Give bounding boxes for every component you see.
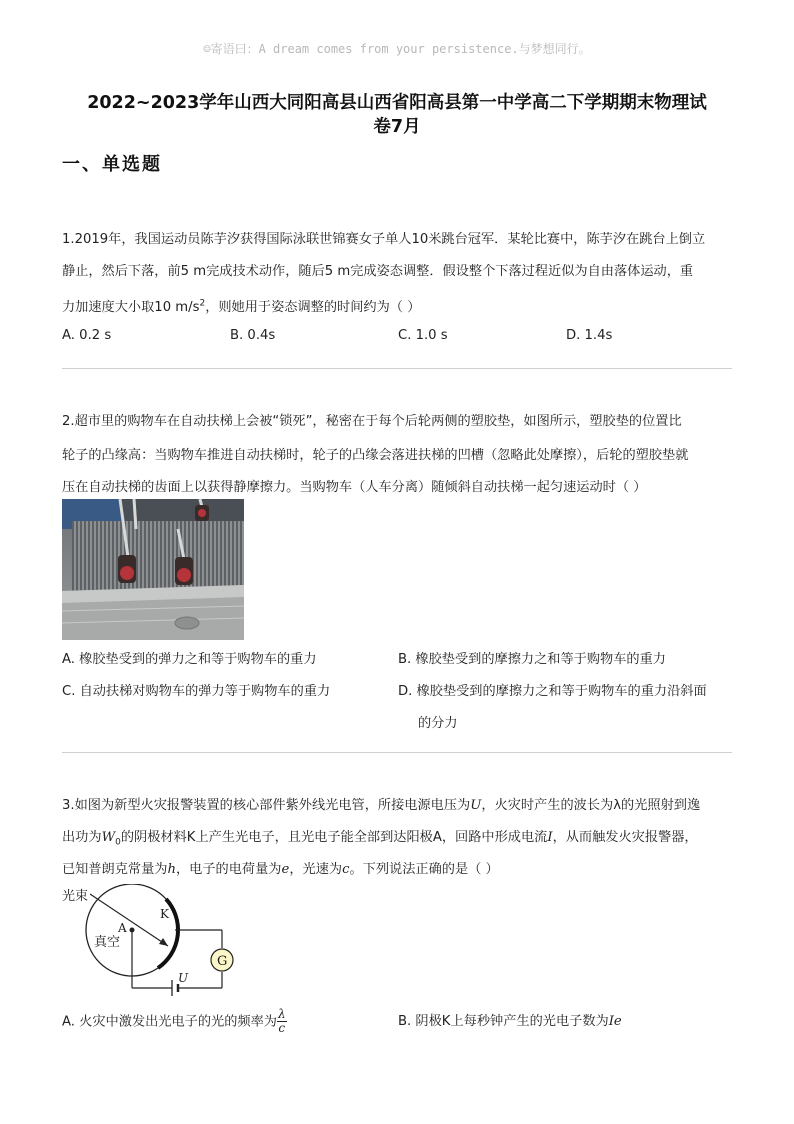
- q1-line-3-text: 力加速度大小取10 m/s: [62, 300, 200, 315]
- divider: [62, 752, 732, 753]
- section-title: 一、单选题: [62, 154, 162, 175]
- q3-var-c: c: [342, 862, 350, 877]
- q2-option-c[interactable]: C. 自动扶梯对购物车的弹力等于购物车的重力: [62, 684, 331, 699]
- q3-var-e: e: [281, 862, 290, 877]
- q3-option-b-expression: Ie: [608, 1014, 622, 1029]
- q3-text: 3.如图为新型火灾报警装置的核心部件紫外线光电管，所接电源电压为: [62, 798, 471, 813]
- q3-var-i: I: [547, 830, 553, 845]
- q3-option-b[interactable]: [398, 1010, 622, 1029]
- q3-var-w: W: [101, 830, 116, 845]
- q3-option-a-text: A. 火灾中激发出光电子的光的频率为: [62, 1014, 277, 1030]
- beam-arrow-icon: [159, 938, 168, 946]
- watermark: ☺寄语曰：A dream comes from your persistence.与梦想同行。: [203, 42, 591, 56]
- anode-label: A: [118, 921, 127, 935]
- q3-line-2: [62, 826, 698, 848]
- divider: [62, 368, 732, 369]
- wavelength-over-c-fraction: [277, 1008, 287, 1035]
- q2-option-d-continued: 的分力: [418, 716, 458, 731]
- q2-option-d[interactable]: D. 橡胶垫受到的摩擦力之和等于购物车的重力沿斜面: [398, 684, 707, 699]
- cathode-label: K: [160, 907, 169, 921]
- q3-var-u: U: [470, 798, 482, 813]
- q3-line-1: [62, 794, 700, 813]
- title-line-1: 2022~2023学年山西大同阳高县山西省阳高县第一中学高二下学期期末物理试: [87, 93, 707, 113]
- voltage-label: U: [178, 971, 189, 985]
- q3-text: ，火灾时产生的波长为λ的光照射到逸: [481, 798, 701, 813]
- q1-line-1: 1.2019年，我国运动员陈芋汐获得国际泳联世锦赛女子单人10米跳台冠军．某轮比赛中，陈芋汐在跳台上倒立: [62, 232, 706, 247]
- q3-text: ，光速为: [289, 862, 343, 877]
- q3-line-3: [62, 858, 499, 877]
- q1-option-d[interactable]: D. 1.4s: [566, 328, 613, 343]
- escalator-cart-photo: [62, 499, 244, 640]
- q1-option-a[interactable]: A. 0.2 s: [62, 328, 112, 343]
- q1-exponent: 2: [199, 298, 206, 309]
- q3-text: 的阴极材料K上产生光电子，且光电子能全部到达阳极A，回路中形成电流: [120, 830, 548, 845]
- q3-text: ，从而触发火灾报警器，: [552, 830, 698, 845]
- title-line-2: 卷7月: [373, 117, 421, 137]
- q3-option-a[interactable]: [62, 1008, 287, 1035]
- q2-line-3: 压在自动扶梯的齿面上以获得静摩擦力。当购物车（人车分离）随倾斜自动扶梯一起匀速运动时（ ）: [62, 480, 647, 495]
- phototube-circuit-diagram: [60, 884, 260, 1004]
- page-title: [40, 91, 754, 139]
- q3-option-b-text: B. 阴极K上每秒钟产生的光电子数为: [398, 1014, 609, 1029]
- q2-option-a[interactable]: A. 橡胶垫受到的弹力之和等于购物车的重力: [62, 652, 317, 667]
- q2-line-1: 2.超市里的购物车在自动扶梯上会被“锁死”，秘密在于每个后轮两侧的塑胶垫，如图所示，塑胶垫的位置比: [62, 414, 682, 429]
- q2-option-b[interactable]: B. 橡胶垫受到的摩擦力之和等于购物车的重力: [398, 652, 666, 667]
- q3-var-w-sub: 0: [115, 837, 121, 848]
- fraction-numerator: λ: [277, 1007, 286, 1021]
- q1-line-3: [62, 296, 420, 315]
- galvanometer-label: G: [217, 954, 228, 969]
- vacuum-label: 真空: [94, 935, 121, 950]
- q1-line-2: 静止，然后下落，前5 m完成技术动作，随后5 m完成姿态调整．假设整个下落过程近似为自由落体运动，重: [62, 264, 694, 279]
- q1-option-c[interactable]: C. 1.0 s: [398, 328, 448, 343]
- q2-line-2: 轮子的凸缘高：当购物车推进自动扶梯时，轮子的凸缘会落进扶梯的凹槽（忽略此处摩擦），后轮的塑胶垫就: [62, 448, 689, 463]
- q3-text: 出功为: [62, 830, 102, 845]
- q1-line-3-end: ，则她用于姿态调整的时间约为（ ）: [205, 300, 421, 315]
- q3-text: 已知普朗克常量为: [62, 862, 168, 877]
- q1-option-b[interactable]: B. 0.4s: [230, 328, 276, 343]
- q3-text: 。下列说法正确的是（ ）: [349, 862, 499, 877]
- beam-label: 光束: [62, 889, 89, 904]
- fraction-denominator: c: [278, 1021, 286, 1035]
- q3-var-h: h: [167, 862, 176, 877]
- q3-text: ，电子的电荷量为: [176, 862, 282, 877]
